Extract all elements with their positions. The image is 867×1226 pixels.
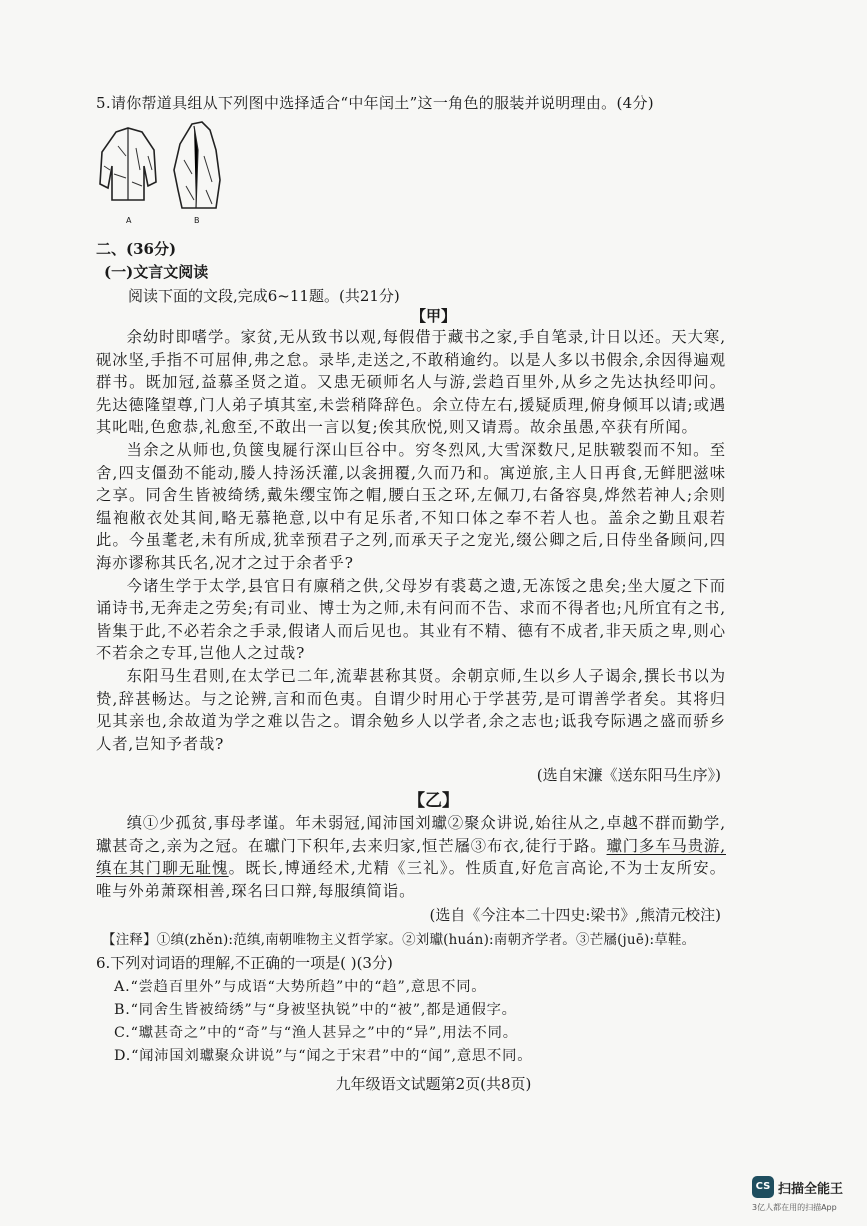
passage-yi-source: (选自《今注本二十四史:梁书》,熊清元校注) (429, 906, 721, 924)
question-6-pre: 6.下列对词语的理解, (96, 954, 236, 972)
passage-yi-text-pre: 缜①少孤贫,事母孝谨。年未弱冠,闻沛国刘瓛②聚众讲说,始往从之,卓越不群而勤学,瓛甚奇之,亲为之冠。在瓛门下积年,去来归家,恒芒屩③布衣,徒行于路。 (96, 814, 726, 855)
label-a: A (126, 216, 132, 225)
passage-jia-paragraph: 余幼时即嗜学。家贫,无从致书以观,每假借于藏书之家,手自笔录,计日以还。天大寒,砚冰坚,手指不可屈伸,弗之怠。录毕,走送之,不敢稍逾约。以是人多以书假余,余因得遍观群书。既加冠,益慕圣贤之道。又患无硕师名人与游,尝趋百里外,从乡之先达执经叩问。先达德隆望尊,门人弟子填其室,未尝稍降辞色。余立侍左右,援疑质理,俯身倾耳以请;或遇其叱咄,色愈恭,礼愈至,不敢出一言以复;俟其欣悦,则又请焉。故余虽愚,卒获有所闻。 (96, 328, 726, 437)
passage-jia-paragraph: 当余之从师也,负箧曳屣行深山巨谷中。穷冬烈风,大雪深数尺,足肤皲裂而不知。至舍,四支僵劲不能动,媵人持汤沃灌,以衾拥覆,久而乃和。寓逆旅,主人日再食,无鲜肥滋味之享。同舍生皆被绮绣,戴朱缨宝饰之帽,腰白玉之环,左佩刀,右备容臭,烨然若神人;余则缊袍敝衣处其间,略无慕艳意,以中有足乐者,不知口体之奉不若人也。盖余之勤且艰若此。今虽耄老,未有所成,犹幸预君子之列,而承天子之宠光,缀公卿之后,日侍坐备顾问,四海亦谬称其氏名,况才之过于余者乎? (96, 440, 726, 572)
passage-jia-source: (选自宋濂《送东阳马生序》) (536, 766, 721, 784)
label-b: B (194, 216, 200, 225)
question-6-option-c: C.“瓛甚奇之”中的“奇”与“渔人甚异之”中的“异”,用法不同。 (114, 1025, 518, 1041)
question-6-option-a: A.“尝趋百里外”与成语“大势所趋”中的“趋”,意思不同。 (114, 979, 487, 995)
garment-figures (98, 118, 238, 228)
passage-jia-paragraph: 东阳马生君则,在太学已二年,流辈甚称其贤。余朝京师,生以乡人子谒余,撰长书以为贽,辞甚畅达。与之论辨,言和而色夷。自谓少时用心于学甚劳,是可谓善学者矣。其将归见其亲也,余故道为学之难以告之。谓余勉乡人以学者,余之志也;诋我夸际遇之盛而骄乡人者,岂知予者哉? (96, 666, 726, 753)
passage-jia-heading: 【甲】 (410, 307, 456, 325)
passage-yi-paragraph (96, 812, 726, 902)
section-subtitle: (一)文言文阅读 (104, 263, 209, 281)
coat-b-icon (172, 120, 222, 212)
passage-yi (96, 812, 726, 902)
question-6-option-b: B.“同舍生皆被绮绣”与“身被坚执锐”中的“被”,都是通假字。 (114, 1002, 517, 1018)
annotation-note: 【注释】①缜(zhěn):范缜,南朝唯物主义哲学家。②刘瓛(huán):南朝齐学者。③芒屩(juē):草鞋。 (102, 932, 696, 948)
section-instruction: 阅读下面的文段,完成6~11题。(共21分) (128, 287, 400, 305)
question-5: 5.请你帮道具组从下列图中选择适合“中年闰土”这一角色的服装并说明理由。(4分) (96, 94, 654, 112)
question-6 (96, 952, 393, 973)
passage-yi-underlined-sentence: 瓛门多车马贵游,缜在其门聊无耻愧 (96, 836, 726, 878)
passage-yi-heading: 【乙】 (408, 791, 459, 811)
question-6-post: 的一项是( )(3分) (280, 954, 393, 972)
section-title: 二、(36分) (96, 240, 177, 258)
question-6-option-d: D.“闻沛国刘瓛聚众讲说”与“闻之于宋君”中的“闻”,意思不同。 (114, 1048, 533, 1064)
page-footer: 九年级语文试题第2页(共8页) (335, 1075, 532, 1093)
passage-yi-text-post: 。既长,博通经术,尤精《三礼》。性质直,好危言高论,不为士友所安。唯与外弟萧琛相善,琛名曰口辩,每服缜简诣。 (96, 859, 726, 900)
jacket-a-icon (98, 126, 160, 206)
passage-jia-paragraph: 今诸生学于太学,县官日有廪稍之供,父母岁有裘葛之遗,无冻馁之患矣;坐大厦之下而诵诗书,无奔走之劳矣;有司业、博士为之师,未有问而不告、求而不得者也;凡所宜有之书,皆集于此,不必若余之手录,假诸人而后见也。其业有不精、德有不成者,非天质之卑,则心不若余之专耳,岂他人之过哉? (96, 576, 726, 663)
question-6-emphasis: 不正确 (235, 954, 281, 972)
camscanner-logo-icon: CS (752, 1176, 774, 1198)
watermark-app-name: 扫描全能王 (778, 1182, 844, 1197)
watermark-tagline: 3亿人都在用的扫描App (752, 1203, 837, 1212)
scanner-watermark (752, 1176, 856, 1216)
passage-jia (96, 326, 726, 755)
